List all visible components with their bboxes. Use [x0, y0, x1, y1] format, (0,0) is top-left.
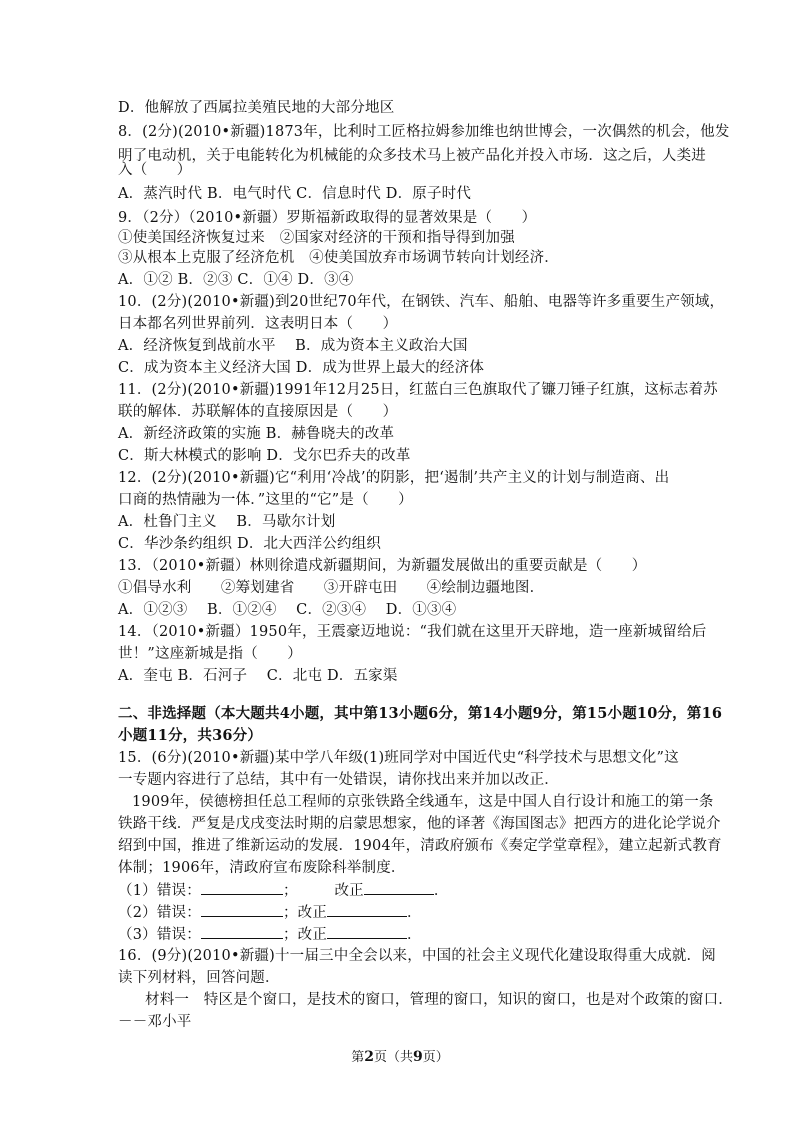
- question-9: 9．（2分）（2010•新疆）罗斯福新政取得的显著效果是（ ）: [118, 210, 537, 226]
- option-line: A．①② B．②③ C．①④ D．③④: [118, 272, 354, 288]
- correction-blank-2[interactable]: [327, 902, 407, 917]
- question-15: 15．(6分)(2010•新疆)某中学八年级(1)班同学对中国近代史“科学技术与思想文化”这: [118, 750, 679, 766]
- question-13: 13．（2010•新疆）林则徐遣戍新疆期间，为新疆发展做出的重要贡献是（ ）: [118, 558, 647, 574]
- option-line: A．杜鲁门主义 B．马歇尔计划: [118, 514, 336, 530]
- question-12: 12．(2分)(2010•新疆)它“利用‘冷战’的阴影，把‘遏制’共产主义的计划与制造商、出: [118, 470, 670, 486]
- section-heading: 二、非选择题（本大题共4小题，其中第13小题6分，第14小题9分，第15小题10分，第16: [118, 705, 723, 722]
- passage-line: 体制；1906年，清政府宣布废除科举制度．: [118, 860, 406, 876]
- question-16: 16．(9分)(2010•新疆)十一届三中全会以来，中国的社会主义现代化建设取得重大成就．阅: [118, 948, 716, 964]
- question-8: 8．(2分)(2010•新疆)1873年，比利时工匠格拉姆参加维也纳世博会，一次偶然的机会，他发: [118, 124, 730, 140]
- question-text: 一专题内容进行了总结，其中有一处错误，请你找出来并加以改正．: [118, 772, 559, 788]
- answer-label: ；改正: [282, 905, 328, 921]
- question-text: 日本都名列世界前列．这表明日本（ ）: [118, 316, 398, 332]
- section-heading: 小题11分，共36分）: [118, 727, 263, 744]
- answer-label: ；改正: [282, 927, 328, 943]
- correction-blank-1[interactable]: [364, 880, 434, 895]
- answer-end: ．: [433, 883, 449, 899]
- question-11: 11．(2分)(2010•新疆)1991年12月25日，红蓝白三色旗取代了镰刀锤子红旗，这标志着苏: [118, 382, 718, 398]
- answer-line-1: [118, 880, 449, 901]
- option-line: A．经济恢复到战前水平 B．成为资本主义政治大国: [118, 338, 468, 354]
- material-line: 材料一 特区是个窗口，是技术的窗口，管理的窗口，知识的窗口，也是对个政策的窗口．: [145, 992, 733, 1008]
- passage-line: 绍到中国，推进了维新运动的发展．1904年，清政府颁布《奏定学堂章程》，建立起新式教育: [118, 838, 722, 854]
- question-text: 明了电动机，关于电能转化为机械能的众多技术马上被产品化并投入市场．这之后，人类进: [118, 148, 706, 164]
- option-line: A．蒸汽时代 B．电气时代 C．信息时代 D．原子时代: [118, 186, 472, 202]
- answer-label: （3）错误：: [118, 927, 201, 943]
- error-blank-2[interactable]: [201, 902, 283, 917]
- option-line: D．他解放了西属拉美殖民地的大部分地区: [118, 100, 395, 116]
- question-text: 口商的热情融为一体．”这里的“它”是（ ）: [118, 492, 413, 508]
- answer-line-3: [118, 924, 422, 945]
- question-text: 联的解体．苏联解体的直接原因是（ ）: [118, 404, 398, 420]
- question-text: 世！”这座新城是指（ ）: [118, 646, 303, 662]
- passage-line: 1909年，侯德榜担任总工程师的京张铁路全线通车，这是中国人自行设计和施工的第一条: [132, 794, 714, 810]
- correction-blank-3[interactable]: [327, 924, 407, 939]
- error-blank-1[interactable]: [201, 880, 283, 895]
- option-line: C．斯大林模式的影响 D．戈尔巴乔夫的改革: [118, 448, 411, 464]
- answer-label: ； 改正: [282, 883, 364, 899]
- footer-prefix: 第: [351, 1050, 365, 1065]
- statement-line: ③从根本上克服了经济危机 ④使美国放弃市场调节转向计划经济．: [118, 250, 559, 266]
- current-page-number: 2: [364, 1049, 374, 1065]
- statement-line: ①倡导水利 ②筹划建省 ③开辟屯田 ④绘制边疆地图．: [118, 580, 545, 596]
- statement-line: ①使美国经济恢复过来 ②国家对经济的干预和指导得到加强: [118, 230, 515, 246]
- material-attribution: －－邓小平: [118, 1014, 192, 1030]
- question-14: 14．（2010•新疆）1950年，王震豪迈地说：“我们就在这里开天辟地，造一座新城留给后: [118, 624, 707, 640]
- answer-line-2: [118, 902, 422, 923]
- question-text: 读下列材料，回答问题．: [118, 970, 280, 986]
- answer-end: ．: [407, 905, 422, 921]
- error-blank-3[interactable]: [201, 924, 283, 939]
- option-line: C．成为资本主义经济大国 D．成为世界上最大的经济体: [118, 360, 485, 376]
- option-line: A．①②③ B．①②④ C．②③④ D．①③④: [118, 602, 457, 618]
- total-page-number: 9: [413, 1049, 423, 1065]
- option-line: A．新经济政策的实施 B．赫鲁晓夫的改革: [118, 426, 395, 442]
- footer-suffix: 页）: [422, 1050, 449, 1065]
- answer-end: ．: [407, 927, 422, 943]
- answer-label: （2）错误：: [118, 905, 201, 921]
- footer-mid: 页（共: [373, 1050, 413, 1065]
- option-line: C．华沙条约组织 D．北大西洋公约组织: [118, 536, 382, 552]
- passage-line: 铁路干线．严复是戊戌变法时期的启蒙思想家，他的译著《海国图志》把西方的进化论学说介: [118, 816, 721, 832]
- question-10: 10．(2分)(2010•新疆)到20世纪70年代，在钢铁、汽车、船舶、电器等许多重要生产领域，: [118, 294, 725, 310]
- page-footer: [0, 1046, 800, 1065]
- answer-label: （1）错误：: [118, 883, 201, 899]
- option-line: A．奎屯 B．石河子 C．北屯 D．五家渠: [118, 668, 398, 684]
- question-text: 入（ ）: [118, 162, 192, 178]
